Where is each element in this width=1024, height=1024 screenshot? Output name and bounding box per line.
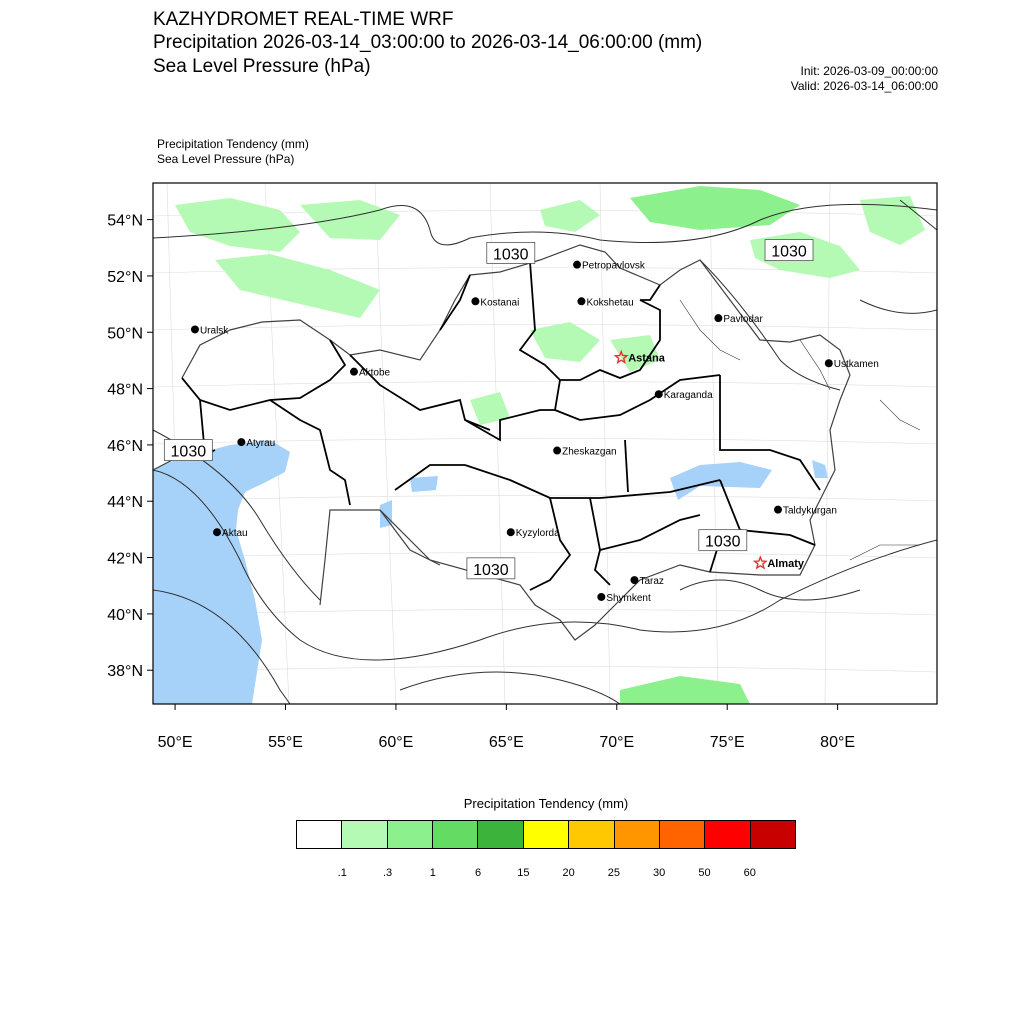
city-label: Pavlodar — [723, 314, 763, 326]
colorbar-swatch — [751, 821, 795, 848]
city-label: Shymkent — [606, 592, 651, 604]
colorbar-swatch — [615, 821, 660, 848]
city-dot-icon — [553, 447, 561, 455]
lon-tick-label: 75°E — [709, 734, 745, 751]
isobar-value: 1030 — [170, 443, 207, 461]
isobar-label — [487, 242, 535, 263]
lake-patch — [812, 460, 828, 478]
lat-tick-label: 52°N — [107, 268, 143, 286]
colorbar-label: 50 — [698, 867, 711, 879]
colorbar-swatch — [297, 821, 342, 848]
city-label: Taldykurgan — [782, 505, 837, 517]
city-label: Almaty — [767, 558, 805, 571]
colorbar-swatch — [388, 821, 433, 848]
lon-tick-label: 65°E — [488, 734, 524, 751]
isobar-value: 1030 — [704, 533, 741, 551]
precip-patch — [300, 200, 400, 240]
colorbar-label: 1 — [429, 867, 436, 879]
caspian-sea — [153, 440, 290, 704]
lon-tick-label: 70°E — [599, 734, 635, 751]
city-label: Petropavlovsk — [582, 260, 645, 272]
lat-tick-label: 42°N — [107, 550, 143, 568]
lat-ticks — [107, 213, 153, 681]
city-label: Aktau — [222, 528, 248, 540]
precipitation-layer — [175, 186, 925, 704]
colorbar-label: .3 — [382, 867, 393, 879]
city-dot-icon — [577, 297, 585, 305]
precip-patch — [530, 322, 600, 362]
city-almaty — [755, 557, 805, 570]
city-label: Karaganda — [663, 390, 713, 402]
city-label: Kokshetau — [586, 297, 634, 309]
lon-tick-label: 55°E — [268, 734, 303, 751]
map-label-precip: Precipitation Tendency (mm) — [157, 137, 309, 151]
colorbar-label: .1 — [337, 867, 347, 879]
city-zheskazgan — [553, 447, 616, 458]
colorbar-label: 60 — [743, 867, 756, 879]
city-label: Astana — [628, 352, 665, 365]
city-dot-icon — [774, 506, 782, 514]
colorbar-swatch — [660, 821, 705, 848]
chart-subtitle-precip: Precipitation 2026-03-14_03:00:00 to 2026-03-14_06:00:00 (mm) — [153, 32, 703, 53]
city-dot-icon — [597, 593, 605, 601]
lon-tick-label: 50°E — [157, 734, 193, 751]
city-label: Zheskazgan — [562, 446, 617, 458]
city-kokshetau — [577, 297, 633, 308]
precip-patch — [470, 392, 510, 425]
city-ustkamen — [825, 359, 879, 370]
isobar-label — [467, 558, 515, 579]
chart-title: KAZHYDROMET REAL-TIME WRF — [153, 9, 454, 30]
city-label: Kostanai — [480, 297, 520, 309]
city-dot-icon — [714, 314, 722, 322]
city-pavlodar — [714, 314, 763, 325]
city-label: Taraz — [639, 576, 664, 588]
init-time: Init: 2026-03-09_00:00:00 — [800, 64, 938, 78]
precip-patch — [860, 196, 925, 245]
chart-subtitle-slp: Sea Level Pressure (hPa) — [153, 56, 371, 77]
lat-tick-label: 40°N — [107, 606, 143, 624]
isobar-label — [765, 240, 813, 261]
colorbar-swatch — [705, 821, 750, 848]
lon-ticks — [158, 704, 855, 751]
isobar-value: 1030 — [473, 561, 509, 579]
city-label: Aktobe — [358, 367, 391, 379]
lat-tick-label: 54°N — [107, 212, 143, 230]
isobar-label — [699, 530, 747, 551]
city-aktobe — [350, 368, 391, 379]
precip-patch — [630, 186, 800, 230]
isobar-label — [164, 440, 212, 461]
colorbar-swatch — [433, 821, 478, 848]
city-label: Ustkamen — [833, 359, 879, 371]
city-kyzylorda — [507, 528, 560, 539]
city-dot-icon — [630, 576, 638, 584]
lat-tick-label: 38°N — [107, 663, 143, 681]
colorbar-swatch — [524, 821, 569, 848]
rivers — [680, 300, 920, 560]
city-dot-icon — [191, 325, 199, 333]
city-kostanai — [471, 297, 519, 308]
city-label: Kyzylorda — [515, 528, 560, 540]
city-dot-icon — [825, 359, 833, 367]
lat-tick-label: 50°N — [107, 325, 143, 343]
precip-patch — [620, 676, 750, 704]
city-taraz — [630, 576, 663, 587]
city-dot-icon — [213, 528, 221, 536]
colorbar-title: Precipitation Tendency (mm) — [463, 796, 629, 811]
isobar-value: 1030 — [492, 246, 529, 264]
colorbar-label: 20 — [562, 867, 575, 879]
precip-patch — [540, 200, 600, 232]
lon-tick-label: 80°E — [820, 734, 856, 751]
precip-patch — [215, 254, 380, 318]
isobar-value: 1030 — [771, 243, 807, 261]
colorbar-label: 15 — [517, 867, 530, 879]
city-dot-icon — [350, 368, 358, 376]
aral-sea — [410, 476, 438, 492]
colorbar — [296, 820, 796, 849]
city-uralsk — [191, 325, 229, 336]
city-label: Atyrau — [246, 438, 276, 450]
colorbar-label: 6 — [475, 867, 482, 879]
valid-time: Valid: 2026-03-14_06:00:00 — [790, 79, 938, 93]
colorbar-swatch — [569, 821, 614, 848]
city-dot-icon — [237, 438, 245, 446]
colorbar-label: 25 — [607, 867, 621, 879]
city-taldykurgan — [774, 506, 837, 517]
city-dot-icon — [655, 390, 663, 398]
lat-tick-label: 44°N — [107, 494, 143, 512]
city-shymkent — [597, 593, 651, 604]
city-dot-icon — [471, 297, 479, 305]
city-dot-icon — [507, 528, 515, 536]
lat-tick-label: 46°N — [107, 437, 143, 455]
precip-patch — [175, 198, 300, 252]
capital-star-icon — [755, 557, 766, 568]
colorbar-swatch — [342, 821, 387, 848]
city-dot-icon — [573, 261, 581, 269]
lat-tick-label: 48°N — [107, 381, 143, 399]
colorbar-label: 30 — [653, 867, 666, 879]
colorbar-swatch — [478, 821, 523, 848]
city-petropavlovsk — [573, 261, 646, 272]
map-label-slp: Sea Level Pressure (hPa) — [157, 152, 295, 166]
lon-tick-label: 60°E — [378, 734, 414, 751]
city-karaganda — [655, 390, 713, 401]
city-label: Uralsk — [199, 325, 229, 337]
